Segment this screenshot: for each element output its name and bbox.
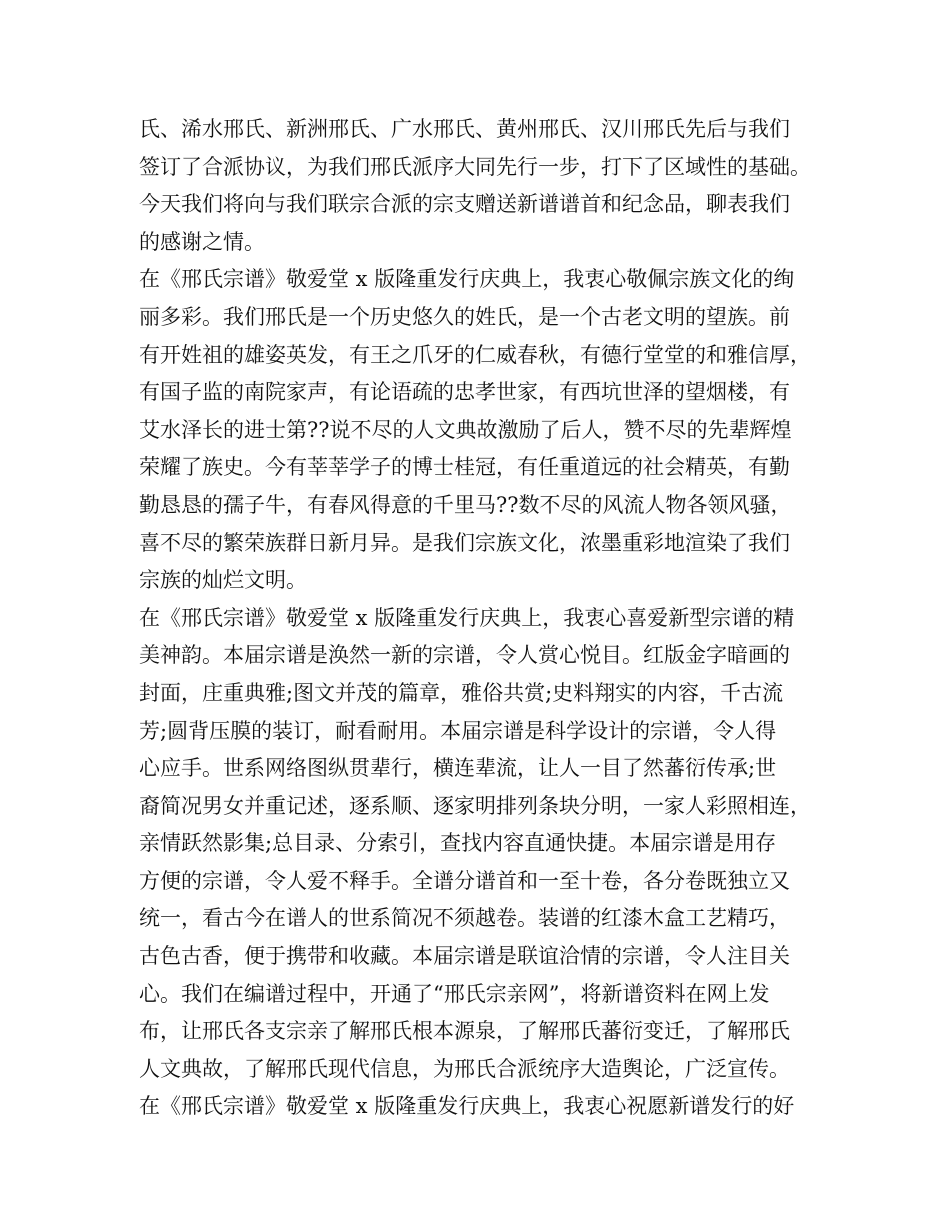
text-line: 今天我们将向与我们联宗合派的宗支赠送新谱谱首和纪念品，聊表我们 bbox=[139, 192, 790, 217]
text-line: 古色古香，便于携带和收藏。本届宗谱是联谊洽情的宗谱，令人注目关 bbox=[139, 944, 790, 969]
text-line: 在《邢氏宗谱》敬爱堂 x 版隆重发行庆典上，我衷心祝愿新谱发行的好 bbox=[139, 1094, 795, 1119]
text-line: 的感谢之情。 bbox=[139, 229, 265, 254]
text-line: 荣耀了族史。今有莘莘学子的博士桂冠，有任重道远的社会精英，有勤 bbox=[139, 455, 790, 480]
text-line: 艾水泽长的进士第??说不尽的人文典故激励了后人，赞不尽的先辈辉煌 bbox=[139, 417, 792, 442]
text-line: 人文典故，了解邢氏现代信息，为邢氏合派统序大造舆论，广泛宣传。 bbox=[139, 1056, 790, 1081]
text-line: 封面，庄重典雅;图文并茂的篇章，雅俗共赏;史料翔实的内容，千古流 bbox=[139, 680, 784, 705]
text-line: 在《邢氏宗谱》敬爱堂 x 版隆重发行庆典上，我衷心敬佩宗族文化的绚 bbox=[139, 267, 795, 292]
text-line: 心。我们在编谱过程中，开通了“邢氏宗亲网”，将新谱资料在网上发 bbox=[139, 981, 770, 1006]
text-line: 布，让邢氏各支宗亲了解邢氏根本源泉，了解邢氏蕃衍变迁，了解邢氏 bbox=[139, 1019, 790, 1044]
text-line: 美神韵。本届宗谱是涣然一新的宗谱，令人赏心悦目。红版金字暗画的 bbox=[139, 643, 790, 668]
text-line: 芳;圆背压膜的装订，耐看耐用。本届宗谱是科学设计的宗谱，令人得 bbox=[139, 718, 777, 743]
text-line: 统一，看古今在谱人的世系简况不须越卷。装谱的红漆木盒工艺精巧， bbox=[139, 906, 790, 931]
text-line: 签订了合派协议，为我们邢氏派序大同先行一步，打下了区域性的基础。 bbox=[139, 154, 811, 179]
text-line: 在《邢氏宗谱》敬爱堂 x 版隆重发行庆典上，我衷心喜爱新型宗谱的精 bbox=[139, 605, 795, 630]
text-line: 有国子监的南院家声，有论语疏的忠孝世家，有西坑世泽的望烟楼，有 bbox=[139, 380, 790, 405]
text-line: 丽多彩。我们邢氏是一个历史悠久的姓氏，是一个古老文明的望族。前 bbox=[139, 304, 790, 329]
text-line: 方便的宗谱，令人爱不释手。全谱分谱首和一至十卷，各分卷既独立又 bbox=[139, 868, 790, 893]
text-line: 宗族的灿烂文明。 bbox=[139, 568, 307, 593]
text-line: 有开姓祖的雄姿英发，有王之爪牙的仁威春秋，有德行堂堂的和雅信厚， bbox=[139, 342, 811, 367]
text-line: 勤恳恳的孺子牛，有春风得意的千里马??数不尽的风流人物各领风骚， bbox=[139, 492, 792, 517]
text-line: 裔简况男女并重记述，逐系顺、逐家明排列条块分明，一家人彩照相连， bbox=[139, 793, 811, 818]
document-body-text bbox=[139, 111, 819, 1126]
text-line: 喜不尽的繁荣族群日新月异。是我们宗族文化，浓墨重彩地渲染了我们 bbox=[139, 530, 790, 555]
text-line: 心应手。世系网络图纵贯辈行，横连辈流，让人一目了然蕃衍传承;世 bbox=[139, 756, 777, 781]
text-line: 氏、浠水邢氏、新洲邢氏、广水邢氏、黄州邢氏、汉川邢氏先后与我们 bbox=[139, 117, 790, 141]
text-line: 亲情跃然影集;总目录、分索引，查找内容直通快捷。本届宗谱是用存 bbox=[139, 831, 777, 856]
